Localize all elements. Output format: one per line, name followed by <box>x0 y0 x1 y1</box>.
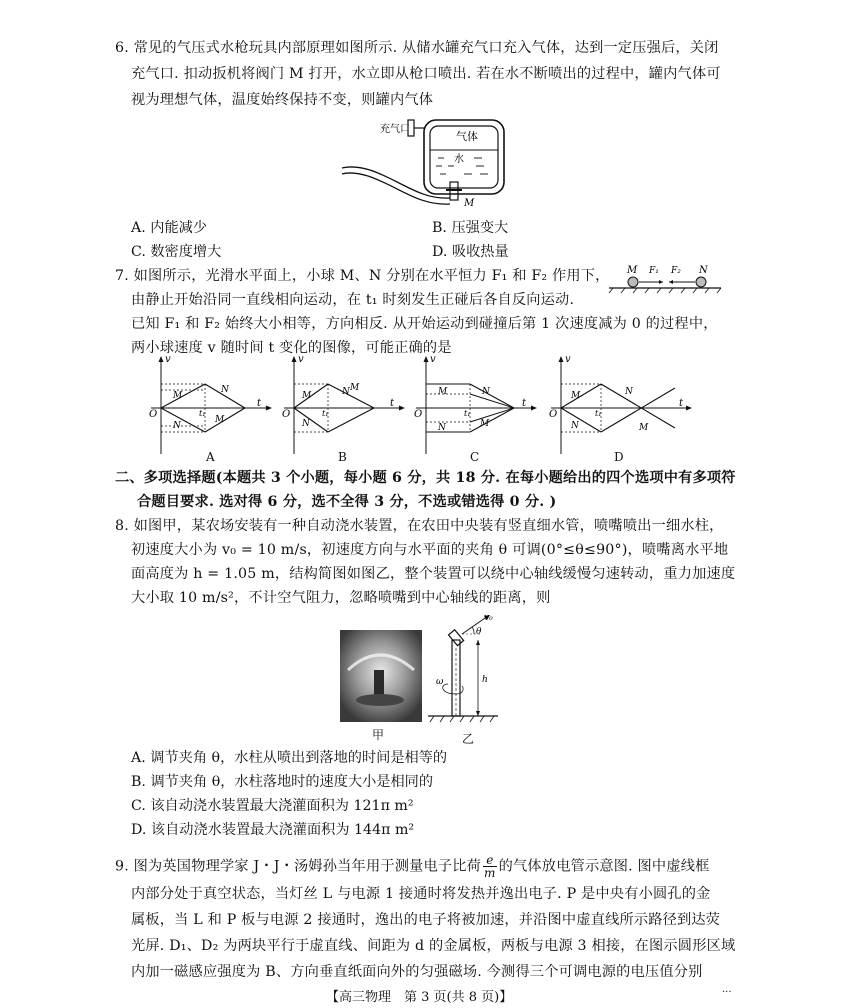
q9-line-1-before: 9. 图为英国物理学家 J・J・汤姆孙当年用于测量电子比荷 <box>115 858 482 875</box>
graph-c-t1: t₁ <box>464 409 471 418</box>
graph-d-v: v <box>565 354 571 365</box>
water-gun-diagram <box>340 114 525 214</box>
force-1-label: F₁ <box>649 266 659 276</box>
q9-line-2: 内部分处于真空状态，当灯丝 L 与电源 1 接通时将发热并逸出电子. P 是中央有小圆孔的金 <box>131 886 711 902</box>
graph-d <box>545 354 695 458</box>
q9-line-3: 属板，当 L 和 P 板与电源 2 接通时，逸出的电子将被加速，并沿图中虚直线所示路径到达荧 <box>131 912 721 928</box>
q8-line-2: 初速度大小为 v₀ = 10 m/s，初速度方向与水平面的夹角 θ 可调(0°≤θ≤90°)，喷嘴离水平地 <box>131 542 729 558</box>
graph-b-v: v <box>298 354 304 365</box>
sprinkler-diagram <box>428 608 508 732</box>
graph-b-label-n: N <box>302 419 310 429</box>
graph-d-label-n2: N <box>625 387 633 397</box>
q8-option-d: D. 该自动浇水装置最大浇灌面积为 144π m² <box>131 822 415 838</box>
graph-b-letter: B <box>338 450 347 464</box>
q8-line-4: 大小取 10 m/s²，不计空气阻力，忽略喷嘴到中心轴线的距离，则 <box>131 590 551 606</box>
graph-b-label-m2: M <box>350 383 360 393</box>
q6-option-a: A. 内能减少 <box>131 220 208 236</box>
graph-c-label-n2: N <box>482 387 490 397</box>
force-2-label: F₂ <box>671 266 681 276</box>
graph-b-o: O <box>282 409 291 420</box>
q6-option-d: D. 吸收热量 <box>432 244 509 260</box>
graph-c-letter: C <box>470 450 480 464</box>
graph-d-letter: D <box>614 450 624 464</box>
graph-b-t1: t₁ <box>322 409 329 418</box>
q6-option-c: C. 数密度增大 <box>131 244 222 260</box>
omega-label: ω <box>436 677 444 687</box>
q8-option-a: A. 调节夹角 θ，水柱从喷出到落地的时间是相等的 <box>131 750 448 766</box>
graph-b-t: t <box>390 398 395 409</box>
q8-option-b: B. 调节夹角 θ，水柱落地时的速度大小是相同的 <box>131 774 434 790</box>
graph-d-t: t <box>679 398 684 409</box>
graph-c-v: v <box>430 354 436 365</box>
graph-d-label-n: N <box>571 421 579 431</box>
graph-c-label-m: M <box>438 387 448 397</box>
q9-line-1-after: 的气体放电管示意图. 图中虚线框 <box>498 858 710 875</box>
graph-a-label-m: M <box>173 391 183 401</box>
q9-line-1 <box>115 854 710 879</box>
ball-m <box>628 277 638 287</box>
q6-line-2: 充气口. 扣动扳机将阀门 M 打开，水立即从枪口喷出. 若在水不断喷出的过程中，罐内气体可 <box>131 66 721 82</box>
q9-line-4: 光屏. D₁、D₂ 为两块平行于虚直线、间距为 d 的金属板，两板与电源 3 相接，在图示圆形区域 <box>131 938 736 954</box>
fraction-denominator: m <box>484 866 496 880</box>
q7-line-3: 已知 F₁ 和 F₂ 始终大小相等，方向相反. 从开始运动到碰撞后第 1 次速度减为 0 的过程中， <box>131 316 718 332</box>
ball-n-label: N <box>699 265 708 276</box>
ball-n <box>696 277 706 287</box>
q7-line-4: 两小球速度 v 随时间 t 变化的图像，可能正确的是 <box>131 340 452 356</box>
v0-label: v₀ <box>484 613 493 623</box>
q7-line-1: 7. 如图所示，光滑水平面上，小球 M、N 分别在水平恒力 F₁ 和 F₂ 作用下， <box>115 268 610 284</box>
q8-line-3: 面高度为 h = 1.05 m，结构简图如图乙，整个装置可以绕中心轴线缓慢匀速转动，重力加速度 <box>131 566 736 582</box>
q8-line-1: 8. 如图甲，某农场安装有一种自动浇水装置，在农田中央装有竖直细水管，喷嘴喷出一细水柱， <box>115 518 724 534</box>
fraction-numerator: e <box>483 854 497 867</box>
photo-caption: 甲 <box>372 728 385 742</box>
footer-mark: ... <box>722 984 732 995</box>
graph-a-v: v <box>165 354 171 365</box>
q6-line-3: 视为理想气体，温度始终保持不变，则罐内气体 <box>131 92 434 108</box>
graph-a-t: t <box>257 398 262 409</box>
graph-c-t: t <box>522 398 527 409</box>
graph-d-label-m2: M <box>639 423 649 433</box>
q7-line-2: 由静止开始沿同一直线相向运动，在 t₁ 时刻发生正碰后各自反向运动. <box>131 292 575 308</box>
valve-label: M <box>464 198 475 209</box>
graph-c-label-n: N <box>438 423 446 433</box>
graph-a-t1: t₁ <box>199 409 206 418</box>
graph-a-label-n2: N <box>221 385 229 395</box>
graph-b-label-n2: N <box>342 387 350 397</box>
q8-option-c: C. 该自动浇水装置最大浇灌面积为 121π m² <box>131 798 414 814</box>
section-2-heading: 二、多项选择题(本题共 3 个小题，每小题 6 分，共 18 分. 在每小题给出的四个选项中有多项符 <box>115 470 736 486</box>
section-2-heading-cont: 合题目要求. 选对得 6 分，选不全得 3 分，不选或错选得 0 分. ) <box>137 494 557 510</box>
sprinkler-photo <box>340 630 422 722</box>
graph-d-t1: t₁ <box>595 409 602 418</box>
graph-c <box>410 354 540 458</box>
graph-c-label-m2: M <box>480 419 490 429</box>
theta-label: θ <box>476 627 482 637</box>
graph-a-label-m2: M <box>215 415 225 425</box>
q6-line-1: 6. 常见的气压式水枪玩具内部原理如图所示. 从储水罐充气口充入气体，达到一定压强后，关闭 <box>115 40 719 56</box>
diagram-caption: 乙 <box>462 732 475 746</box>
gas-label: 气体 <box>456 130 478 143</box>
graph-d-label-m: M <box>571 391 581 401</box>
inlet-label: 充气口 <box>380 124 410 135</box>
graph-d-o: O <box>549 409 558 420</box>
graph-a-o: O <box>149 409 158 420</box>
graph-b-label-m: M <box>302 391 312 401</box>
graph-a <box>145 354 275 458</box>
ball-m-label: M <box>627 265 638 276</box>
graph-c-o: O <box>414 409 423 420</box>
graph-a-label-n: N <box>173 421 181 431</box>
h-label: h <box>482 675 488 685</box>
charge-mass-fraction <box>483 854 497 879</box>
q9-line-5: 内加一磁感应强度为 B、方向垂直纸面向外的匀强磁场. 今测得三个可调电源的电压值分别 <box>131 964 703 980</box>
graph-a-letter: A <box>206 450 215 464</box>
graph-b <box>278 354 408 458</box>
water-label: 水 <box>454 154 464 165</box>
q6-option-b: B. 压强变大 <box>432 220 509 236</box>
balls-on-surface-figure <box>605 262 723 296</box>
page-footer: 【高三物理 第 3 页(共 8 页)】 <box>326 990 513 1005</box>
